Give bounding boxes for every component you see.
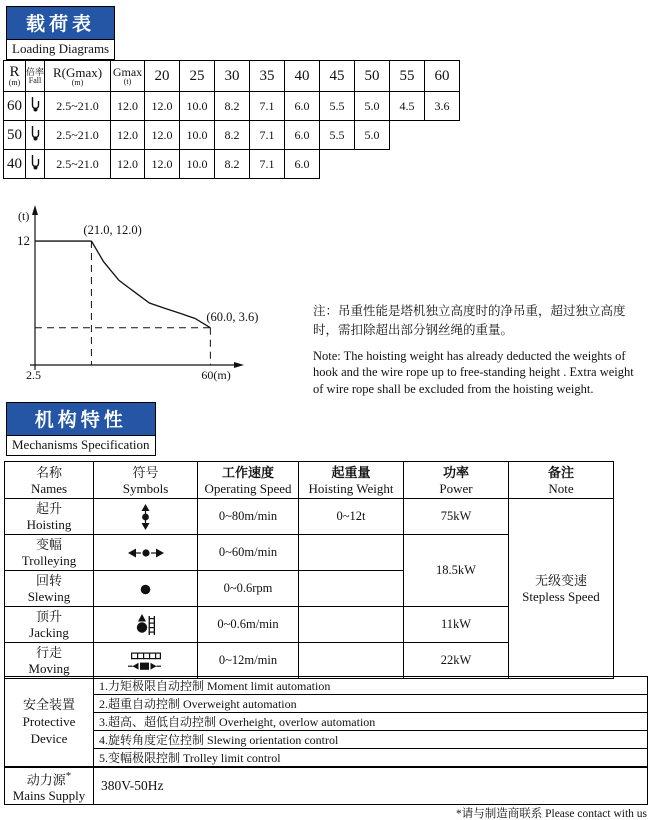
power-cell: 22kW xyxy=(404,643,509,679)
symbol-cell xyxy=(94,607,198,643)
header-radius-20: 20 xyxy=(145,61,180,92)
load-cell: 5.5 xyxy=(320,121,355,150)
speed-cell: 0~12m/min xyxy=(198,643,299,679)
power-cell: 11kW xyxy=(404,607,509,643)
mains-supply-value: 380V-50Hz xyxy=(94,768,648,805)
loading-notes xyxy=(313,302,645,397)
header-hoisting-weight: 起重量 Hoisting Weight xyxy=(299,462,404,499)
weight-cell xyxy=(299,607,404,643)
header-symbols: 符号 Symbols xyxy=(94,462,198,499)
safety-item: 4.旋转角度定位控制 Slewing orientation control xyxy=(94,731,648,749)
fall-cell xyxy=(26,150,45,179)
load-cell: 8.2 xyxy=(215,92,250,121)
gmax-cell: 12.0 xyxy=(111,92,145,121)
slewing-symbol-icon xyxy=(140,584,151,595)
loading-table xyxy=(3,60,460,179)
mech-row-hoisting xyxy=(5,499,614,535)
r-cell: 40 xyxy=(4,150,26,179)
safety-row xyxy=(5,731,648,749)
loading-row-60 xyxy=(4,92,460,121)
header-radius-25: 25 xyxy=(180,61,215,92)
mains-supply-label: 动力源* Mains Supply xyxy=(5,768,94,805)
svg-text:(t): (t) xyxy=(18,209,30,223)
safety-item: 3.超高、超低自动控制 Overheight, overlow automation xyxy=(94,713,648,731)
blank-cell xyxy=(390,121,425,150)
header-radius-50: 50 xyxy=(355,61,390,92)
name-cell: 回转 Slewing xyxy=(5,571,94,607)
hoisting-symbol-icon xyxy=(139,504,152,530)
weight-cell xyxy=(299,571,404,607)
mains-supply-table xyxy=(4,767,648,805)
svg-text:60(m): 60(m) xyxy=(201,368,231,382)
header-gmax: Gmax (t) xyxy=(111,61,145,92)
fall-cell xyxy=(26,92,45,121)
load-cell: 8.2 xyxy=(215,150,250,179)
note-en: Note: The hoisting weight has already deducted the weights of hook and the wire rope up to free-standing height . Extra weight of wire rope shall be excluded from the hoisting weight. xyxy=(313,348,634,396)
safety-row xyxy=(5,749,648,767)
safety-devices-table xyxy=(4,676,648,767)
symbol-cell xyxy=(94,643,198,679)
range-cell: 2.5~21.0 xyxy=(45,92,111,121)
svg-text:(21.0, 12.0): (21.0, 12.0) xyxy=(83,223,142,238)
loading-diagrams-title-en: Loading Diagrams xyxy=(12,41,110,56)
load-cell: 7.1 xyxy=(250,92,285,121)
load-cell: 3.6 xyxy=(425,92,460,121)
r-cell: 60 xyxy=(4,92,26,121)
symbol-cell xyxy=(94,571,198,607)
range-cell: 2.5~21.0 xyxy=(45,150,111,179)
load-cell: 6.0 xyxy=(285,150,320,179)
fall-cell xyxy=(26,121,45,150)
weight-cell xyxy=(299,535,404,571)
blank-cell xyxy=(320,150,355,179)
header-note: 备注 Note xyxy=(509,462,614,499)
load-cell: 7.1 xyxy=(250,121,285,150)
contact-footnote: *请与制造商联系 Please contact with us xyxy=(455,808,647,820)
fall-2-reeving-icon xyxy=(30,154,41,170)
load-cell: 7.1 xyxy=(250,150,285,179)
header-rgmax: R(Gmax) (m) xyxy=(45,61,111,92)
load-cell: 12.0 xyxy=(145,150,180,179)
mechanisms-header-row xyxy=(5,462,614,499)
header-fall: 倍率 Fall xyxy=(26,61,45,92)
weight-cell: 0~12t xyxy=(299,499,404,535)
load-cell: 10.0 xyxy=(180,121,215,150)
speed-cell: 0~0.6rpm xyxy=(198,571,299,607)
safety-row xyxy=(5,713,648,731)
protective-device-label: 安全装置 Protective Device xyxy=(5,677,94,767)
name-cell: 起升 Hoisting xyxy=(5,499,94,535)
header-radius: R (m) xyxy=(4,61,26,92)
mechanisms-spec-header xyxy=(6,402,156,456)
symbol-cell xyxy=(94,535,198,571)
range-cell: 2.5~21.0 xyxy=(45,121,111,150)
blank-cell xyxy=(425,121,460,150)
load-cell: 10.0 xyxy=(180,92,215,121)
loading-table-header-row xyxy=(4,61,460,92)
note-cn: 注：吊重性能是塔机独立高度时的净吊重，超过独立高度时，需扣除超出部分钢丝绳的重量。 xyxy=(313,304,626,338)
safety-item: 5.变幅极限控制 Trolley limit control xyxy=(94,749,648,767)
safety-item: 2.超重自动控制 Overweight automation xyxy=(94,695,648,713)
stepless-note-cell: 无级变速 Stepless Speed xyxy=(509,499,614,679)
name-cell: 变幅 Trolleying xyxy=(5,535,94,571)
loading-diagrams-header xyxy=(6,6,115,60)
fall-2-reeving-icon xyxy=(30,96,41,112)
loading-row-50 xyxy=(4,121,460,150)
mechanisms-table xyxy=(4,461,614,679)
header-radius-35: 35 xyxy=(250,61,285,92)
header-radius-30: 30 xyxy=(215,61,250,92)
load-cell: 12.0 xyxy=(145,121,180,150)
moving-symbol-icon xyxy=(128,651,164,671)
svg-text:2.5: 2.5 xyxy=(26,368,41,382)
power-cell-shared: 18.5kW xyxy=(404,535,509,607)
load-cell: 8.2 xyxy=(215,121,250,150)
gmax-cell: 12.0 xyxy=(111,121,145,150)
name-cell: 顶升 Jacking xyxy=(5,607,94,643)
mechanisms-title-cn: 机构特性 xyxy=(7,403,155,436)
header-radius-40: 40 xyxy=(285,61,320,92)
safety-item: 1.力矩极限自动控制 Moment limit automation xyxy=(94,677,648,695)
mains-row xyxy=(5,768,648,805)
blank-cell xyxy=(425,150,460,179)
load-chart xyxy=(8,198,338,393)
svg-text:12: 12 xyxy=(17,233,30,249)
load-cell: 5.0 xyxy=(355,92,390,121)
load-cell: 10.0 xyxy=(180,150,215,179)
load-cell: 5.0 xyxy=(355,121,390,150)
safety-row xyxy=(5,677,648,695)
safety-row xyxy=(5,695,648,713)
symbol-cell xyxy=(94,499,198,535)
gmax-cell: 12.0 xyxy=(111,150,145,179)
header-radius-55: 55 xyxy=(390,61,425,92)
blank-cell xyxy=(355,150,390,179)
power-cell: 75kW xyxy=(404,499,509,535)
header-operating-speed: 工作速度 Operating Speed xyxy=(198,462,299,499)
speed-cell: 0~80m/min xyxy=(198,499,299,535)
loading-row-40 xyxy=(4,150,460,179)
load-cell: 4.5 xyxy=(390,92,425,121)
header-radius-45: 45 xyxy=(320,61,355,92)
load-cell: 12.0 xyxy=(145,92,180,121)
header-power: 功率 Power xyxy=(404,462,509,499)
load-cell: 6.0 xyxy=(285,121,320,150)
r-cell: 50 xyxy=(4,121,26,150)
blank-cell xyxy=(390,150,425,179)
name-cell: 行走 Moving xyxy=(5,643,94,679)
speed-cell: 0~60m/min xyxy=(198,535,299,571)
fall-2-reeving-icon xyxy=(30,125,41,141)
header-names: 名称 Names xyxy=(5,462,94,499)
speed-cell: 0~0.6m/min xyxy=(198,607,299,643)
load-cell: 6.0 xyxy=(285,92,320,121)
load-cell: 5.5 xyxy=(320,92,355,121)
jacking-symbol-icon xyxy=(135,614,157,636)
header-radius-60: 60 xyxy=(425,61,460,92)
weight-cell xyxy=(299,643,404,679)
loading-diagrams-title-cn: 载荷表 xyxy=(7,7,114,40)
trolleying-symbol-icon xyxy=(128,547,164,559)
mechanisms-title-en: Mechanisms Specification xyxy=(12,437,150,452)
svg-text:(60.0, 3.6): (60.0, 3.6) xyxy=(206,309,259,324)
